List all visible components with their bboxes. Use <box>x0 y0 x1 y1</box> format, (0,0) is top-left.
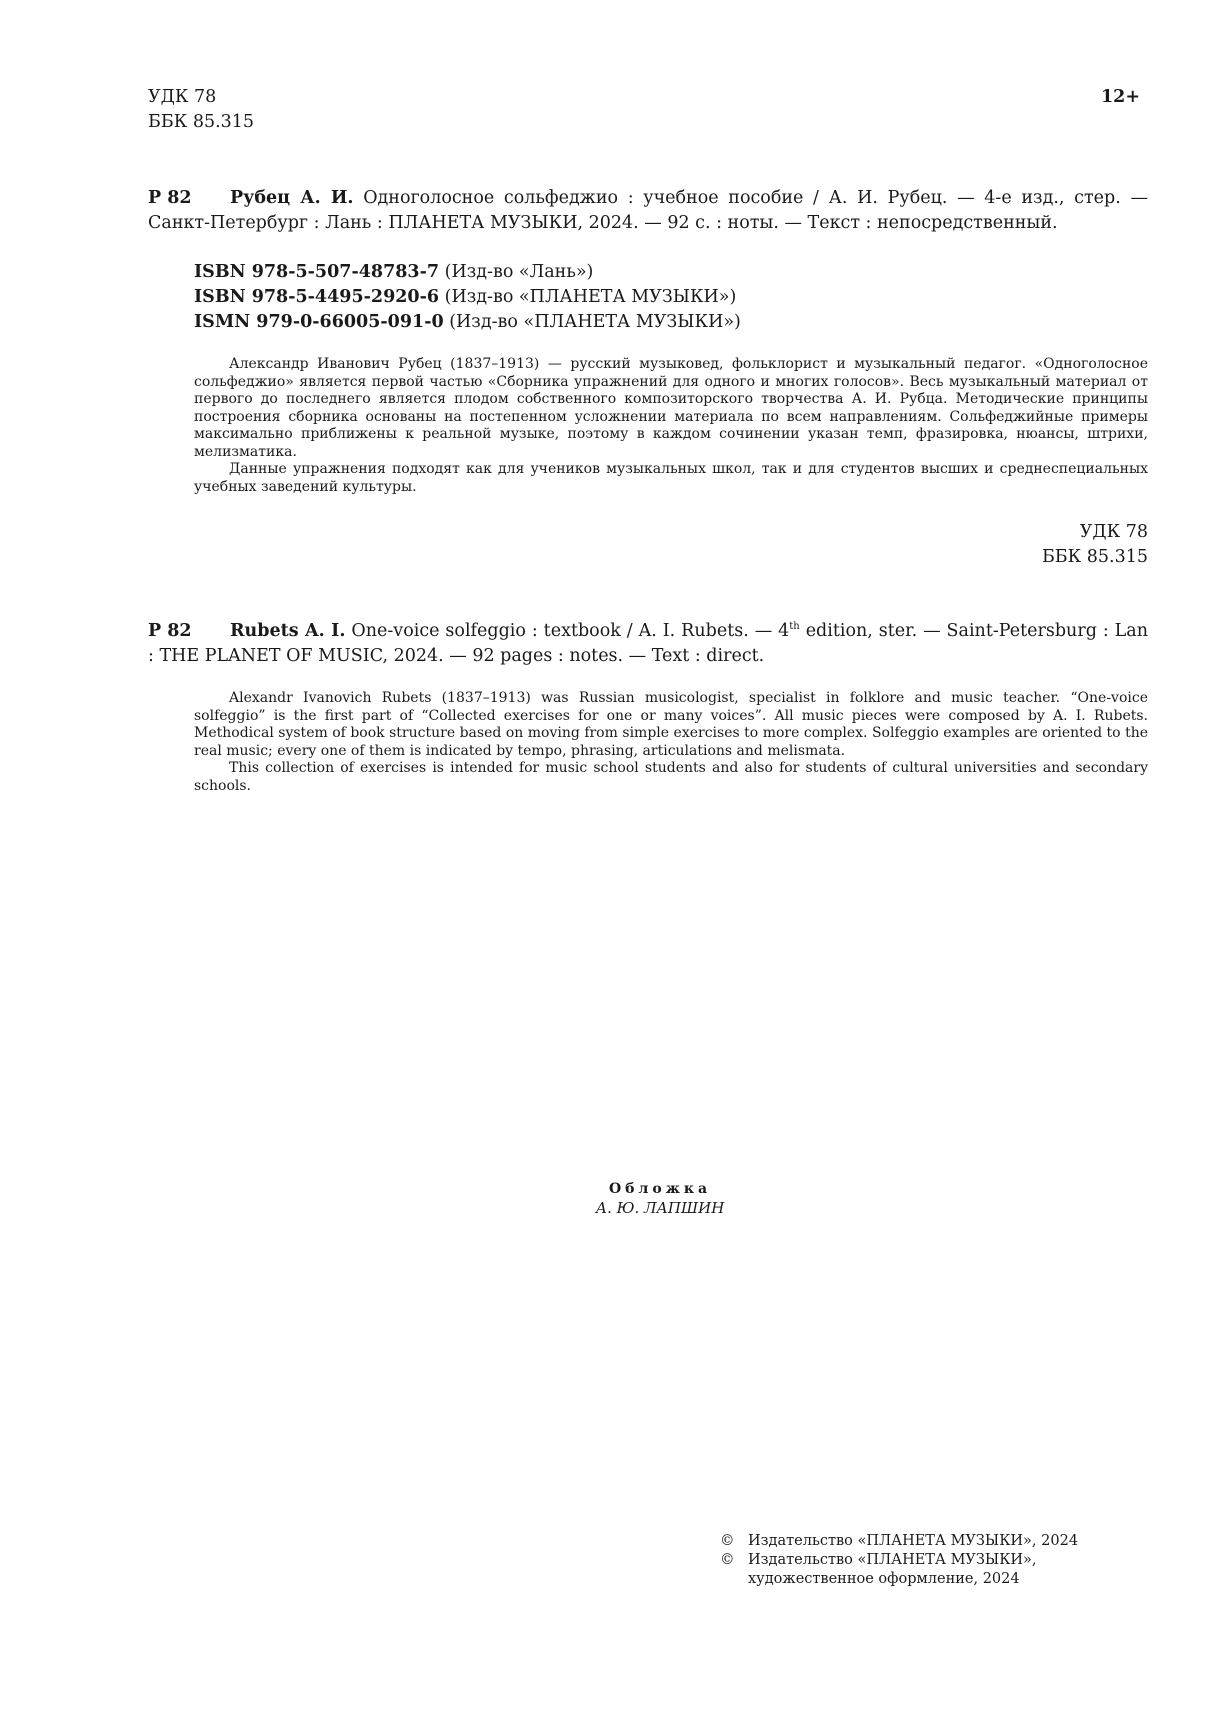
en-entry-author: Rubets A. I. <box>230 621 346 641</box>
ismn-number: ISMN 979-0-66005-091-0 <box>194 312 444 332</box>
en-entry-code: Р 82 <box>148 621 192 641</box>
isbn-publisher: (Изд-во «ПЛАНЕТА МУЗЫКИ») <box>444 287 737 307</box>
udk-code: УДК 78 <box>148 87 217 107</box>
en-annotation <box>194 690 1148 795</box>
isbn-number: ISBN 978-5-4495-2920-6 <box>194 287 440 307</box>
cover-label: Обложка <box>608 1181 712 1197</box>
copyright-text: Издательство «ПЛАНЕТА МУЗЫКИ», художественное оформление, 2024 <box>748 1552 1037 1587</box>
ru-entry-code: Р 82 <box>148 188 192 208</box>
ru-bibliographic-entry <box>148 186 1148 236</box>
en-entry-description-end: edition, ster. — Saint-Petersburg : Lan : THE PLANET OF MUSIC, 2024. — 92 pages : notes. — Text : direct. <box>148 621 1148 666</box>
en-bibliographic-entry <box>148 619 1148 669</box>
isbn-publisher: (Изд-во «Лань») <box>444 262 594 282</box>
udk-code: УДК 78 <box>1079 522 1148 542</box>
isbn-publisher: (Изд-во «ПЛАНЕТА МУЗЫКИ») <box>449 312 741 332</box>
isbn-number: ISBN 978-5-507-48783-7 <box>194 262 440 282</box>
cover-credit <box>500 1180 820 1218</box>
copyright-text: Издательство «ПЛАНЕТА МУЗЫКИ», 2024 <box>748 1533 1079 1549</box>
bbk-code: ББК 85.315 <box>1041 547 1148 567</box>
en-entry-text <box>148 619 1148 669</box>
isbn-row <box>194 260 894 285</box>
ru-annotation <box>194 356 1148 496</box>
ru-annotation-p2: Данные упражнения подходят как для учеников музыкальных школ, так и для студентов высших и среднеспециальных учебных заведений культуры. <box>194 461 1148 495</box>
ru-annotation-p1: Александр Иванович Рубец (1837–1913) — русский музыковед, фольклорист и музыкальный педагог. «Одноголосное сольфеджио» является первой частью «Сборника упражнений для одного и многих голосов». Весь музыкальный материал от первого до последнего является плодом собственного композиторского творчества А. И. Рубца. Методические принципы построения сборника основаны на постепенном усложнении материала по всем направлениям. Сольфеджийные примеры максимально приближены к реальной музыке, поэтому в каждом сочинении указан темп, фразировка, нюансы, штрихи, мелизматика. <box>194 356 1148 460</box>
ru-entry-author: Рубец А. И. <box>230 188 354 208</box>
ru-entry-text <box>148 186 1148 236</box>
ru-entry-description: Одноголосное сольфеджио : учебное пособие / А. И. Рубец. — 4-е изд., стер. — Санкт-Петербург : Лань : ПЛАНЕТА МУЗЫКИ, 2024. — 92 с. : ноты. — Текст : непосредственный. <box>148 188 1148 233</box>
isbn-row <box>194 285 894 310</box>
en-annotation-p1: Alexandr Ivanovich Rubets (1837–1913) was Russian musicologist, specialist in folklore and music teacher. “One-voice solfeggio” is the first part of “Collected exercises for one or many voices”. All music pieces were composed by A. I. Rubets. Methodical system of book structure based on moving from simple exercises to more complex. Solfeggio examples are oriented to the real music; every one of them is indicated by tempo, phrasing, articulations and melismata. <box>194 690 1148 759</box>
copyright-icon: © <box>720 1552 735 1568</box>
copyright-line <box>720 1532 1120 1551</box>
en-entry-superscript: th <box>789 621 800 632</box>
copyright-icon: © <box>720 1533 735 1549</box>
isbn-row <box>194 310 894 335</box>
isbn-list <box>194 260 894 335</box>
header-codes <box>148 85 254 135</box>
en-entry-description-start: One-voice solfeggio : textbook / A. I. Rubets. — 4 <box>351 621 790 641</box>
en-annotation-p2: This collection of exercises is intended for music school students and also for students of cultural universities and secondary schools. <box>194 760 1148 794</box>
copyright-line <box>720 1551 1120 1589</box>
age-rating: 12+ <box>1100 87 1140 107</box>
copyright-block <box>720 1532 1120 1589</box>
cover-designer: А. Ю. ЛАПШИН <box>595 1199 725 1217</box>
footer-codes <box>900 520 1148 570</box>
bbk-code: ББК 85.315 <box>148 112 255 132</box>
